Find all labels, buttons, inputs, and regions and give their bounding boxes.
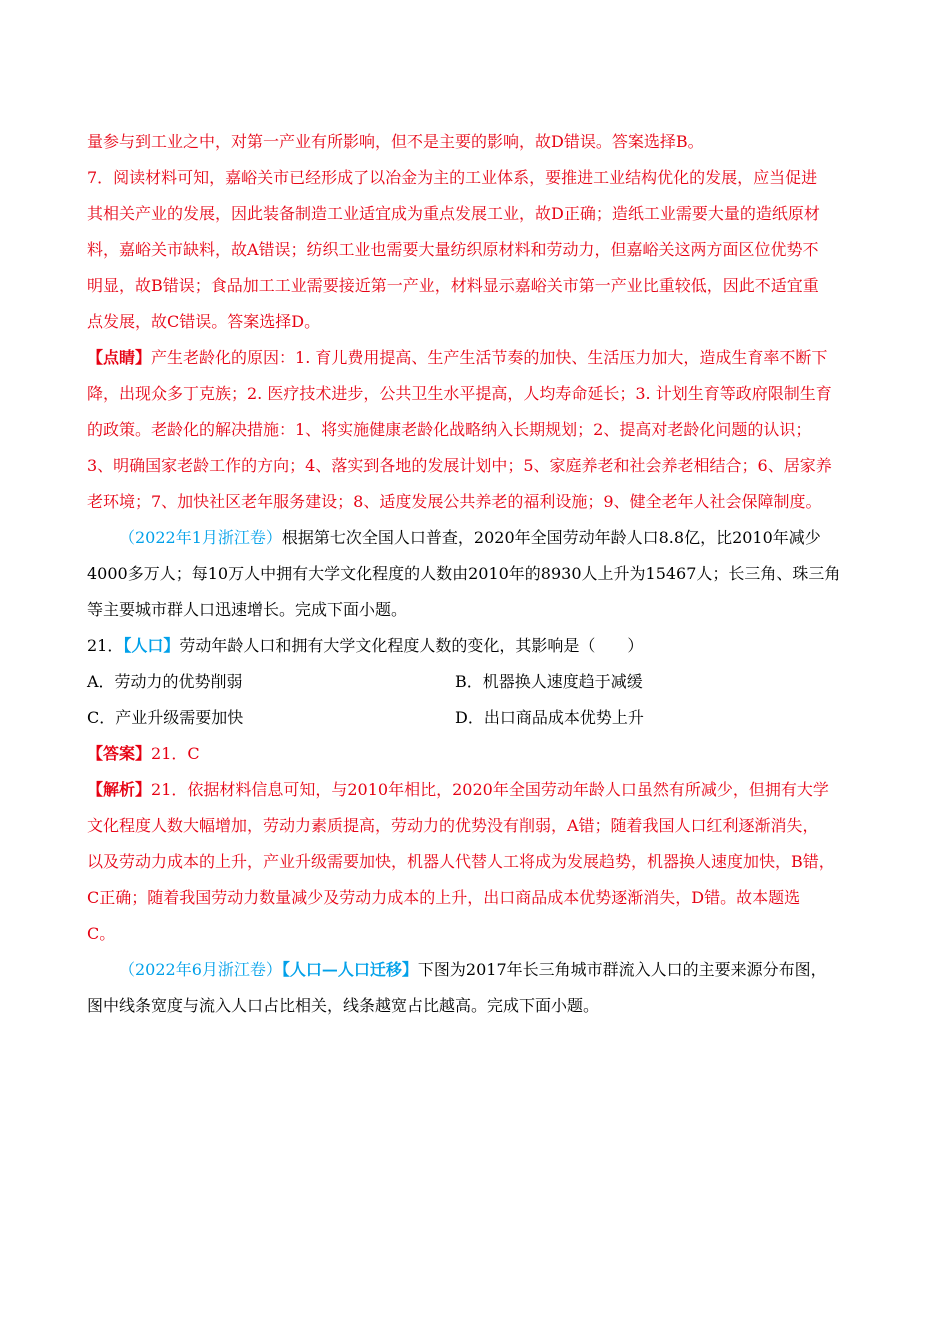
tip-line: 的政策。老龄化的解决措施：1、将实施健康老龄化战略纳入长期规划；2、提高对老龄化问题的认识； [87,420,812,439]
tip-text: 产生老龄化的原因：1. 育儿费用提高、生产生活节奏的加快、生活压力加大，造成生育率不断下 [151,348,828,367]
prev-explanation-line: 7．阅读材料可知，嘉峪关市已经形成了以冶金为主的工业体系，要推进工业结构优化的发展，应当促进 [87,168,818,187]
material-source: （2022年1月浙江卷） [119,528,282,547]
prev-explanation-line: 量参与到工业之中，对第一产业有所影响，但不是主要的影响，故D错误。答案选择B。 [87,132,704,151]
tip-line: 老环境；7、加快社区老年服务建设；8、适度发展公共养老的福利设施；9、健全老年人社会保障制度。 [87,492,822,511]
prev-explanation-line: 其相关产业的发展，因此装备制造工业适宜成为重点发展工业，故D正确；造纸工业需要大量的造纸原材 [87,204,820,223]
options-row [87,700,863,736]
analysis-line: C。 [87,924,116,943]
material-source: （2022年6月浙江卷） [119,960,282,979]
question-tag: 【人口】 [123,636,180,655]
analysis-line: C正确；随着我国劳动力数量减少及劳动力成本的上升，出口商品成本优势逐渐消失，D错。故本题选 [87,888,801,907]
material-text: 下图为2017年长三角城市群流入人口的主要来源分布图， [417,960,827,979]
material-line: 4000多万人；每10万人中拥有大学文化程度的人数由2010年的8930人上升为15467人；长三角、珠三角 [87,564,841,583]
prev-explanation-line: 明显，故B错误；食品加工工业需要接近第一产业，材料显示嘉峪关市第一产业比重较低，因此不适宜重 [87,276,819,295]
material-line: 等主要城市群人口迅速增长。完成下面小题。 [87,600,408,619]
option-a[interactable]: A．劳动力的优势削弱 [87,672,243,691]
answer-line [87,736,863,772]
analysis-text: 21．依据材料信息可知，与2010年相比，2020年全国劳动年龄人口虽然有所减少，但拥有大学 [151,780,829,799]
analysis-label: 【解析】 [87,780,152,799]
material-tag: 【人口—人口迁移】 [281,960,418,979]
tip-line: 3、明确国家老龄工作的方向；4、落实到各地的发展计划中；5、家庭养老和社会养老相结合；6、居家养 [87,456,832,475]
tip-line: 降，出现众多丁克族；2. 医疗技术进步，公共卫生水平提高，人均寿命延长；3. 计划生育等政府限制生育 [87,384,832,403]
tip-line [87,340,863,376]
question-text: 劳动年龄人口和拥有大学文化程度人数的变化，其影响是（ ） [179,636,644,655]
answer-label: 【答案】 [87,744,152,763]
material-line: 图中线条宽度与流入人口占比相关，线条越宽占比越高。完成下面小题。 [87,996,600,1015]
question-stem [87,628,863,664]
analysis-line [87,772,863,808]
tip-label: 【点睛】 [87,348,152,367]
material-text: 根据第七次全国人口普查，2020年全国劳动年龄人口8.8亿，比2010年减少 [281,528,821,547]
analysis-line: 文化程度人数大幅增加，劳动力素质提高，劳动力的优势没有削弱，A错；随着我国人口红利逐渐消失， [87,816,819,835]
option-c[interactable]: C．产业升级需要加快 [87,708,244,727]
material-line [87,520,863,556]
options-row [87,664,863,700]
prev-explanation-line: 点发展，故C错误。答案选择D。 [87,312,321,331]
option-d[interactable]: D．出口商品成本优势上升 [455,708,644,727]
option-b[interactable]: B．机器换人速度趋于减缓 [455,672,643,691]
analysis-line: 以及劳动力成本的上升，产业升级需要加快，机器人代替人工将成为发展趋势，机器换人速度加快，B错， [87,852,835,871]
prev-explanation-line: 料，嘉峪关市缺料，故A错误；纺织工业也需要大量纺织原材料和劳动力，但嘉峪关这两方面区位优势不 [87,240,819,259]
document-page [87,124,863,1024]
question-number: 21． [87,636,124,655]
answer-text: 21．C [151,744,200,763]
material-line [87,952,863,988]
